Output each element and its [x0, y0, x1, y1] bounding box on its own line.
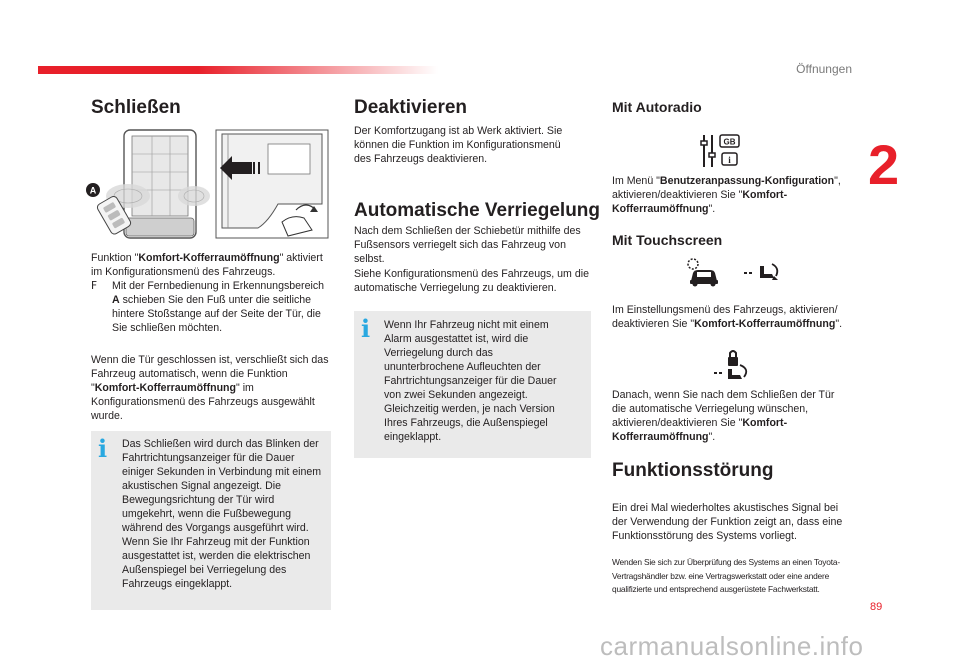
vehicle-illustration	[82, 126, 332, 244]
auto-lock-text-b: Siehe Konfigurationsmenü des Fahrzeugs, um die automatische Verriegelung zu deaktivieren.	[354, 268, 589, 294]
chapter-number: 2	[868, 133, 900, 196]
info-note-text: Das Schließen wird durch das Blinken der Fahrtrichtungsanzeiger für die Dauer einiger Sekunden in Verbindung mit einem akustischen Signal angezeigt. Die Bewegungsrichtung der Tür wird umgekehrt, wenn die Fußbewegung während des Vorgangs ausgeführt wird. Wenn Sie Ihr Fahrzeug mit der Funktion ausgestattet ist, werden die elektrischen Außenspiegel bei Verriegelung des Fahrzeugs eingeklappt.	[122, 438, 322, 590]
auto-lock-text: Wenn die Tür geschlossen ist, verschließt sich das Fahrzeug automatisch, wenn die Funktion "Komfort-Kofferraumöffnung" im Konfigurationsmenü des Fahrzeugs ausgewählt wurde.	[91, 354, 329, 422]
info-note-locking	[354, 311, 591, 458]
closing-step-text: Mit der Fernbedienung in Erkennungsbereich A schieben Sie den Fuß unter die seitliche hintere Stoßstange auf der Seite der Tür, die Sie schließen möchten.	[112, 280, 325, 334]
heading-automatische-verriegelung: Automatische Verriegelung	[354, 200, 601, 221]
info-note-closing	[91, 431, 331, 610]
heading-funktionsstoerung: Funktionsstörung	[612, 460, 774, 481]
auto-lock-foot-icon	[712, 349, 752, 383]
fault-text: Ein drei Mal wiederholtes akustisches Signal bei der Verwendung der Funktion zeigt an, dass eine Funktionsstörung des Systems vorliegt.	[612, 502, 843, 542]
header-accent-bar	[38, 66, 438, 74]
watermark: carmanualsonline.info	[600, 631, 864, 661]
svg-text:i: i	[728, 155, 731, 165]
auto-lock-instructions: Danach, wenn Sie nach dem Schließen der Tür die automatische Verriegelung wünschen, aktivieren/deaktivieren Sie "Komfort-Kofferraumöffnung".	[612, 389, 835, 443]
info-note-text: Wenn Ihr Fahrzeug nicht mit einem Alarm ausgestattet ist, wird die Verriegelung durch das ununterbrochene Aufleuchten der Fahrtrichtungsanzeiger für die Dauer von zwei Sekunden angezeigt. Gleichzeitig werden, je nach Version Ihres Fahrzeugs, die Außenspiegel eingeklappt.	[384, 319, 557, 443]
deactivate-text: Der Komfortzugang ist ab Werk aktiviert. Sie können die Funktion im Konfigurationsmenü des Fahrzeugs deaktivieren.	[354, 125, 563, 165]
radio-instructions: Im Menü "Benutzeranpassung-Konfiguration", aktivieren/deaktivieren Sie "Komfort-Kofferraumöffnung".	[612, 175, 841, 215]
info-icon: i	[361, 314, 371, 343]
fault-service-note: Wenden Sie sich zur Überprüfung des Systems an einen Toyota-Vertragshändler bzw. eine Vertragswerkstatt oder eine andere qualifizierte und entsprechend ausgerüstete Fachwerkstatt.	[612, 557, 840, 594]
heading-deaktivieren: Deaktivieren	[354, 97, 468, 118]
heading-schliessen: Schließen	[91, 97, 181, 118]
vehicle-settings-icon	[686, 257, 720, 287]
settings-menu-icon	[700, 133, 742, 169]
closing-function-text: Funktion "Komfort-Kofferraumöffnung" aktiviert im Konfigurationsmenü des Fahrzeugs.	[91, 252, 323, 278]
section-title: Öffnungen	[796, 62, 852, 76]
page-number: 89	[870, 601, 883, 613]
heading-mit-touchscreen: Mit Touchscreen	[612, 232, 723, 248]
auto-lock-text-a: Nach dem Schließen der Schiebetür mithilfe des Fußsensors verriegelt sich das Fahrzeug von selbst.	[354, 225, 581, 265]
info-icon: i	[98, 434, 108, 463]
foot-sensor-icon	[742, 262, 782, 284]
heading-mit-autoradio: Mit Autoradio	[612, 99, 702, 115]
svg-text:GB: GB	[723, 137, 736, 147]
bullet-arrow-icon: F	[91, 280, 98, 292]
touchscreen-instructions: Im Einstellungsmenü des Fahrzeugs, aktivieren/ deaktivieren Sie "Komfort-Kofferraumöffnung".	[612, 304, 843, 330]
zone-label-a: A	[89, 185, 97, 196]
